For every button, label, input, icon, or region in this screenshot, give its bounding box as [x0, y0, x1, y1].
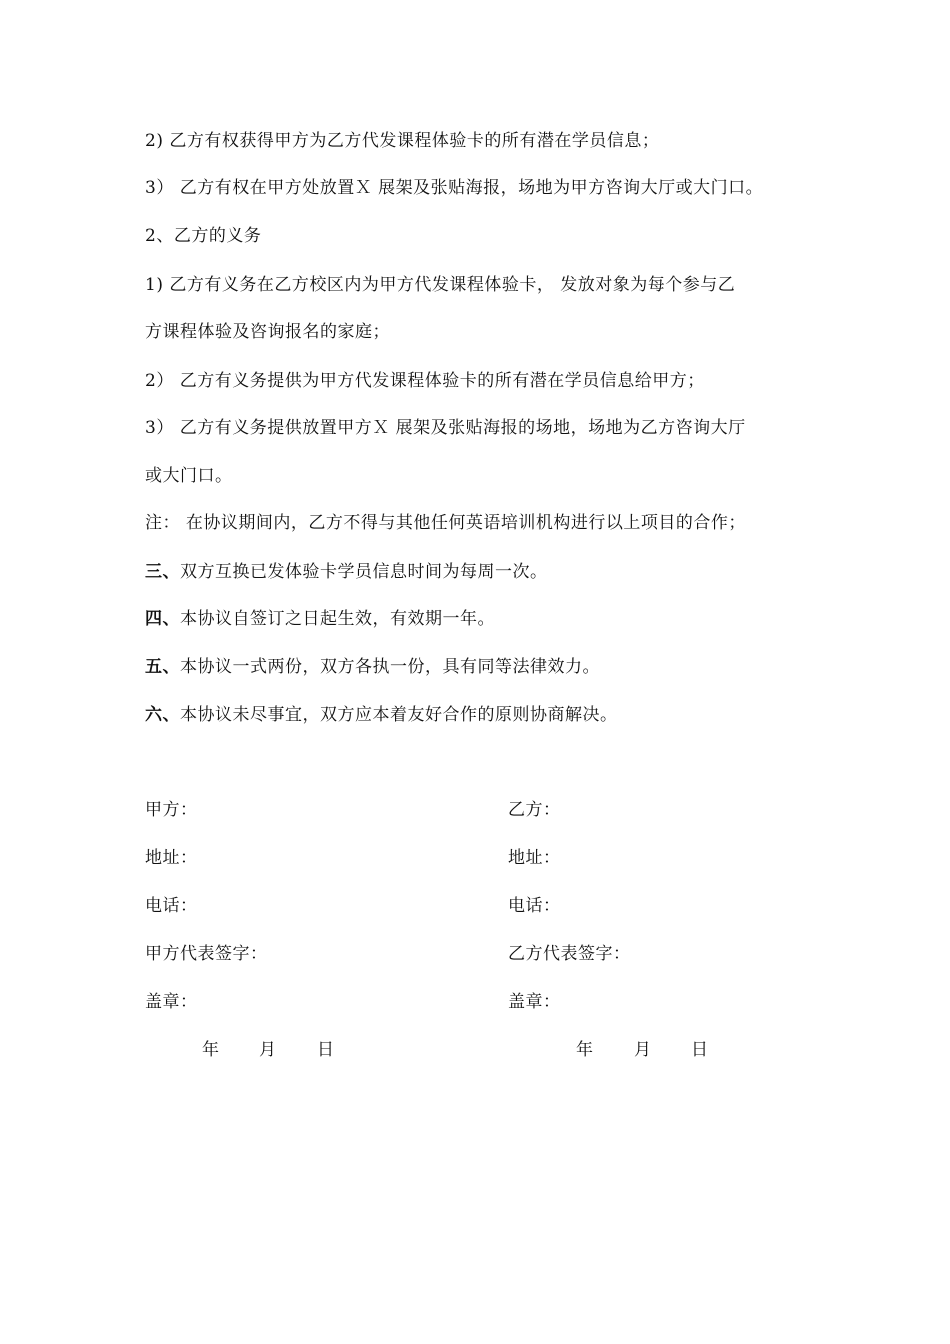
clause-3: [145, 560, 548, 584]
paragraph-obligation-3a: 3） 乙方有义务提供放置甲方Ｘ 展架及张贴海报的场地，场地为乙方咨询大厅: [145, 418, 746, 438]
paragraph-obligation-1b: 方课程体验及咨询报名的家庭；: [145, 322, 390, 342]
paragraph-obligation-1a: 1) 乙方有义务在乙方校区内为甲方代发课程体验卡， 发放对象为每个参与乙: [145, 275, 736, 295]
paragraph-right-2: 2) 乙方有权获得甲方为乙方代发课程体验卡的所有潜在学员信息；: [145, 131, 660, 151]
party-a-date-month: 月: [259, 1040, 276, 1060]
section-heading-obligations: 2、乙方的义务: [145, 226, 262, 246]
party-b-phone-label: 电话：: [508, 896, 561, 916]
clause-5-number: 五、: [145, 657, 180, 677]
party-a-phone-label: 电话：: [145, 896, 198, 916]
clause-6: [145, 703, 618, 727]
paragraph-obligation-2: 2） 乙方有义务提供为甲方代发课程体验卡的所有潜在学员信息给甲方；: [145, 371, 705, 391]
party-b-label: 乙方：: [508, 800, 561, 820]
clause-3-text: 双方互换已发体验卡学员信息时间为每周一次。: [180, 562, 548, 582]
party-a-date-day: 日: [317, 1040, 334, 1060]
party-a-address-label: 地址：: [145, 848, 198, 868]
party-b-date-year: 年: [576, 1040, 593, 1060]
clause-5: [145, 655, 600, 679]
party-b-address-label: 地址：: [508, 848, 561, 868]
party-b-date-day: 日: [691, 1040, 708, 1060]
party-a-date-year: 年: [202, 1040, 219, 1060]
party-b-seal-label: 盖章：: [508, 992, 561, 1012]
paragraph-note: 注： 在协议期间内，乙方不得与其他任何英语培训机构进行以上项目的合作；: [145, 513, 746, 533]
clause-5-text: 本协议一式两份，双方各执一份，具有同等法律效力。: [180, 657, 600, 677]
party-b-date-month: 月: [634, 1040, 651, 1060]
party-b-rep-sign-label: 乙方代表签字：: [508, 944, 631, 964]
clause-4: [145, 607, 495, 631]
clause-4-text: 本协议自签订之日起生效，有效期一年。: [180, 609, 495, 629]
party-a-label: 甲方：: [145, 800, 198, 820]
paragraph-obligation-3b: 或大门口。: [145, 466, 233, 486]
paragraph-right-3: 3） 乙方有权在甲方处放置Ｘ 展架及张贴海报，场地为甲方咨询大厅或大门口。: [145, 178, 764, 198]
clause-6-number: 六、: [145, 705, 180, 725]
party-a-seal-label: 盖章：: [145, 992, 198, 1012]
party-a-rep-sign-label: 甲方代表签字：: [145, 944, 268, 964]
clause-3-number: 三、: [145, 562, 180, 582]
clause-6-text: 本协议未尽事宜，双方应本着友好合作的原则协商解决。: [180, 705, 618, 725]
clause-4-number: 四、: [145, 609, 180, 629]
